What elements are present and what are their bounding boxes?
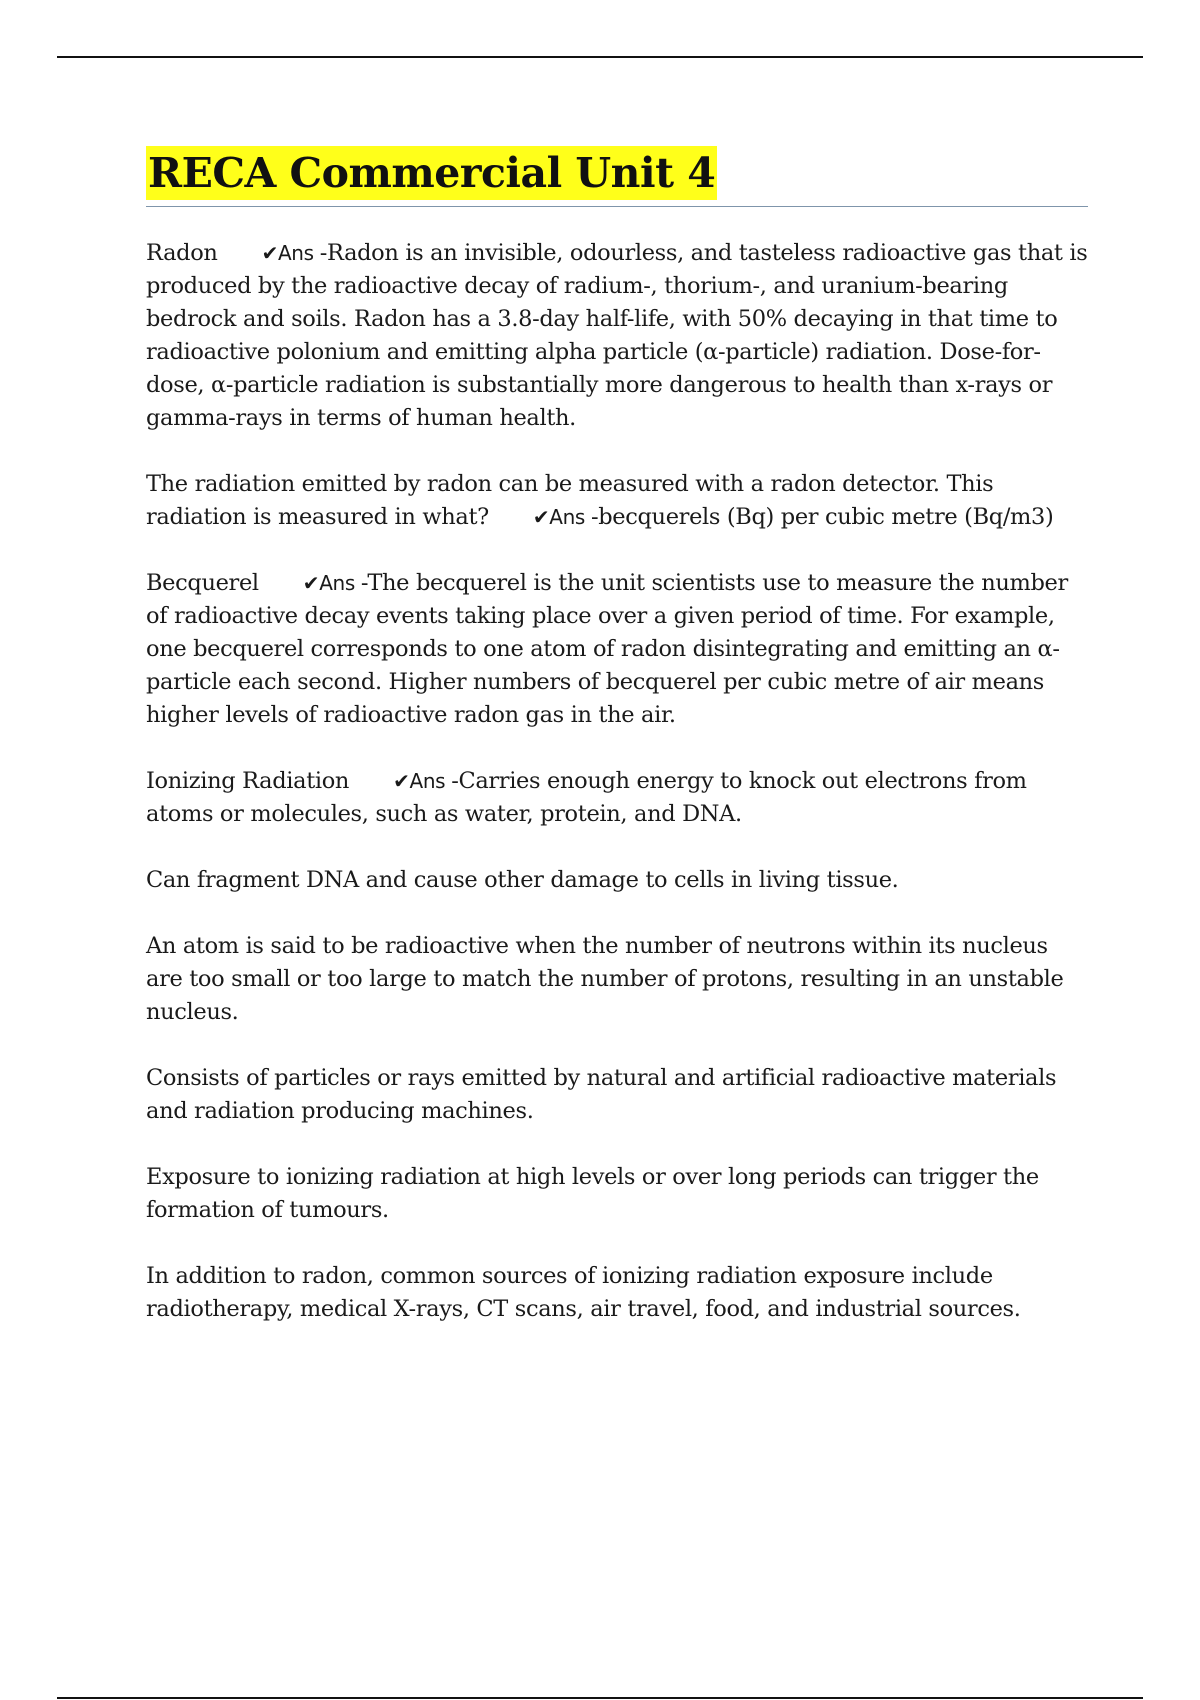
paragraph: In addition to radon, common sources of ionizing radiation exposure include radiotherapy, medical X-rays, CT scans, air travel, food, and industrial sources. [146, 1263, 1021, 1322]
qa-radon [146, 237, 1088, 435]
qa-term: Radon [146, 240, 218, 266]
document-body [146, 146, 1088, 1359]
qa-answer: -The becquerel is the unit scientists use to measure the number of radioactive decay events taking place over a given period of time. For example, one becquerel corresponds to one atom of radon disintegrating and emitting an α-particle each second. Higher numbers of becquerel per cubic metre of air means higher levels of radioactive radon gas in the air. [146, 570, 1068, 728]
qa-ionizing-radiation [146, 765, 1088, 831]
answer-marker: ✔Ans [532, 505, 585, 529]
qa-term: Becquerel [146, 570, 259, 596]
qa-answer: -Carries enough energy to knock out electrons from atoms or molecules, such as water, protein, and DNA. [146, 768, 1027, 827]
qa-becquerel [146, 567, 1088, 732]
page-top-rule [57, 56, 1143, 58]
paragraph: An atom is said to be radioactive when the number of neutrons within its nucleus are too small or too large to match the number of protons, resulting in an unstable nucleus. [146, 933, 1064, 1025]
qa-answer: -becquerels (Bq) per cubic metre (Bq/m3) [590, 504, 1054, 530]
paragraph: Consists of particles or rays emitted by natural and artificial radioactive materials and radiation producing machines. [146, 1065, 1057, 1124]
title-block [146, 146, 1088, 207]
document-title: RECA Commercial Unit 4 [146, 146, 717, 200]
page-bottom-rule [57, 1697, 1143, 1699]
answer-marker: ✔Ans [393, 769, 446, 793]
qa-radiation-measure [146, 468, 1088, 534]
paragraph: Exposure to ionizing radiation at high levels or over long periods can trigger the formation of tumours. [146, 1164, 1039, 1223]
qa-term: The radiation emitted by radon can be measured with a radon detector. This radiation is measured in what? [146, 471, 994, 530]
qa-term: Ionizing Radiation [146, 768, 350, 794]
answer-marker: ✔Ans [261, 241, 314, 265]
qa-answer: -Radon is an invisible, odourless, and tasteless radioactive gas that is produced by the radioactive decay of radium-, thorium-, and uranium-bearing bedrock and soils. Radon has a 3.8-day half-life, with 50% decaying in that time to radioactive polonium and emitting alpha particle (α-particle) radiation. Dose-for-dose, α-particle radiation is substantially more dangerous to health than x-rays or gamma-rays in terms of human health. [146, 240, 1088, 431]
paragraph: Can fragment DNA and cause other damage to cells in living tissue. [146, 867, 899, 893]
answer-marker: ✔Ans [302, 571, 355, 595]
